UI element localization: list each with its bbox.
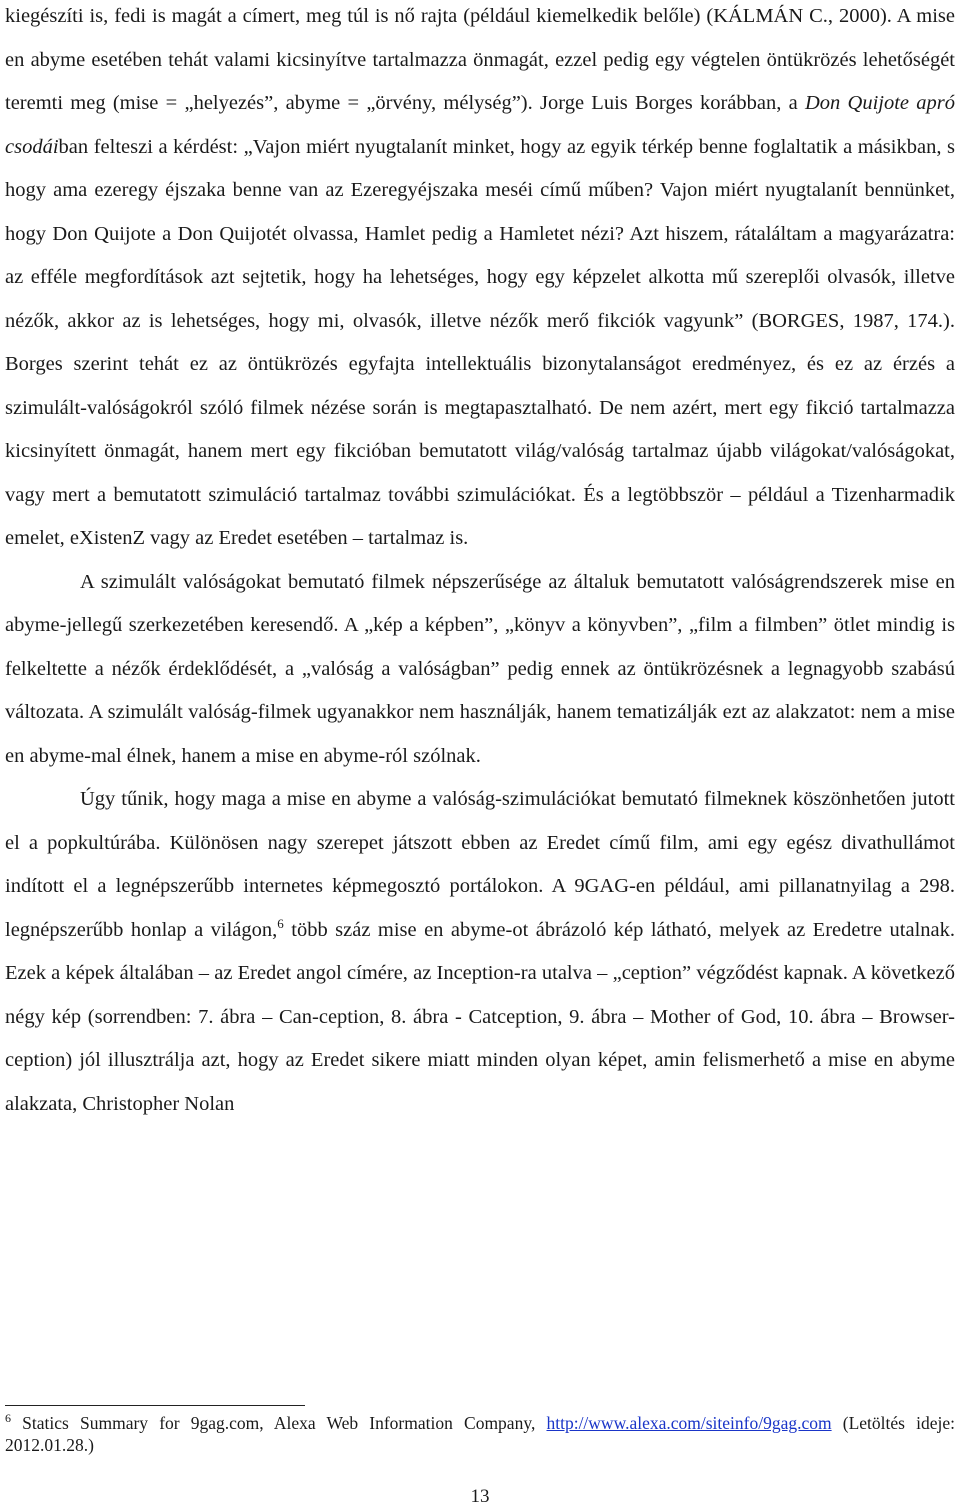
p1-text-b: ban felteszi a kérdést: „Vajon miért nyugtalanít minket, hogy az egyik térkép benne foglaltatik a másikban, s hogy ama ezeregy éjszaka benne van az Ezeregyéjszaka meséi című műben? Vajon miért nyugtalanít bennünket, hogy Don Quijote a Don Quijotét olvassa, Hamlet pedig a Hamletet nézi? Azt hiszem, rátaláltam a magyarázatra: az efféle megfordítások azt sejtetik, hogy ha lehetséges, hogy egy képzelet alkotta mű szereplői olvasók, illetve nézők, akkor az is lehetséges, hogy mi, olvasók, illetve nézők merő fikciók vagyunk” (BORGES, 1987, 174.). Borges szerint tehát ez az öntükrözés egyfajta intellektuális bizonytalanságot eredményez, és ez az érzés a szimulált-valóságokról szóló filmek nézése során is megtapasztalható. De nem azért, mert egy fikció tartalmazza kicsinyített önmagát, hanem mert egy fikcióban bemutatott világ/valóság tartalmaz újabb világokat/valóságokat, vagy mert a bemutatott szimuláció tartalmaz további szimulációkat. És a legtöbbször – például a Tizenharmadik emelet, eXistenZ vagy az Eredet esetében – tartalmaz is. [5,135,955,549]
page-number: 13 [470,1486,490,1507]
paragraph-2 [5,561,955,779]
p3-text-b: több száz mise en abyme-ot ábrázoló kép látható, melyek az Eredetre utalnak. Ezek a képek általában – az Eredet angol címére, az Inception-ra utalva – „ception” végződést kapnak. A következő négy kép (sorrendben: 7. ábra – Can-ception, 8. ábra - Catception, 9. ábra – Mother of God, 10. ábra – Browser-ception) jól illusztrálja azt, hogy az Eredet sikere miatt minden olyan képet, amin felismerhető a mise en abyme alakzata, Christopher Nolan [5,918,956,1115]
footnote-reference[interactable]: 6 [277,915,284,931]
p1-text-a: kiegészíti is, fedi is magát a címert, meg túl is nő rajta (például kiemelkedik belőle) (KÁLMÁN C., 2000). A mise en abyme esetében tehát valami kicsinyítve tartalmazza önmagát, ezzel pedig egy végtelen öntükrözés lehetőségét teremti meg (mise = „helyezés”, abyme = „örvény, mélység”). Jorge Luis Borges korábban, a [5,5,955,114]
footnote-number: 6 [5,1411,11,1426]
footnote-separator [5,1405,305,1406]
footnote-after: (Letöltés ideje: 2012.01.28.) [5,1413,955,1455]
p3-text-a: Úgy tűnik, hogy maga a mise en abyme a valóság-szimulációkat bemutató filmeknek köszönhetően jutott el a popkultúrába. Különösen nagy szerepet játszott ebben az Eredet című film, ami egy egész divathullámot indított el a legnépszerűbb internetes képmegosztó portálokon. A 9GAG-en például, ami pillanatnyilag a 298. legnépszerűbb honlap a világon, [5,788,955,941]
book-title-italic: Don Quijote apró csodái [5,92,955,158]
paragraph-3 [5,778,955,1126]
paragraph-1 [5,0,955,561]
footnote-6 [5,1412,955,1456]
p2-text: A szimulált valóságokat bemutató filmek népszerűsége az általuk bemutatott valóságrendszerek mise en abyme-jellegű szerkezetében keresendő. A „kép a képben”, „könyv a könyvben”, „film a filmben” ötlet mindig is felkeltette a nézők érdeklődését, a „valóság a valóságban” pedig ennek az öntükrözésnek a legnagyobb szabású változata. A szimulált valóság-filmek ugyanakkor nem használják, hanem tematizálják ezt az alakzatot: nem a mise en abyme-mal élnek, hanem a mise en abyme-ról szólnak. [5,570,955,767]
footnote-link[interactable]: http://www.alexa.com/siteinfo/9gag.com [546,1413,832,1433]
footnote-text: Statics Summary for 9gag.com, Alexa Web Information Company, [11,1413,547,1433]
main-text [5,0,955,1126]
